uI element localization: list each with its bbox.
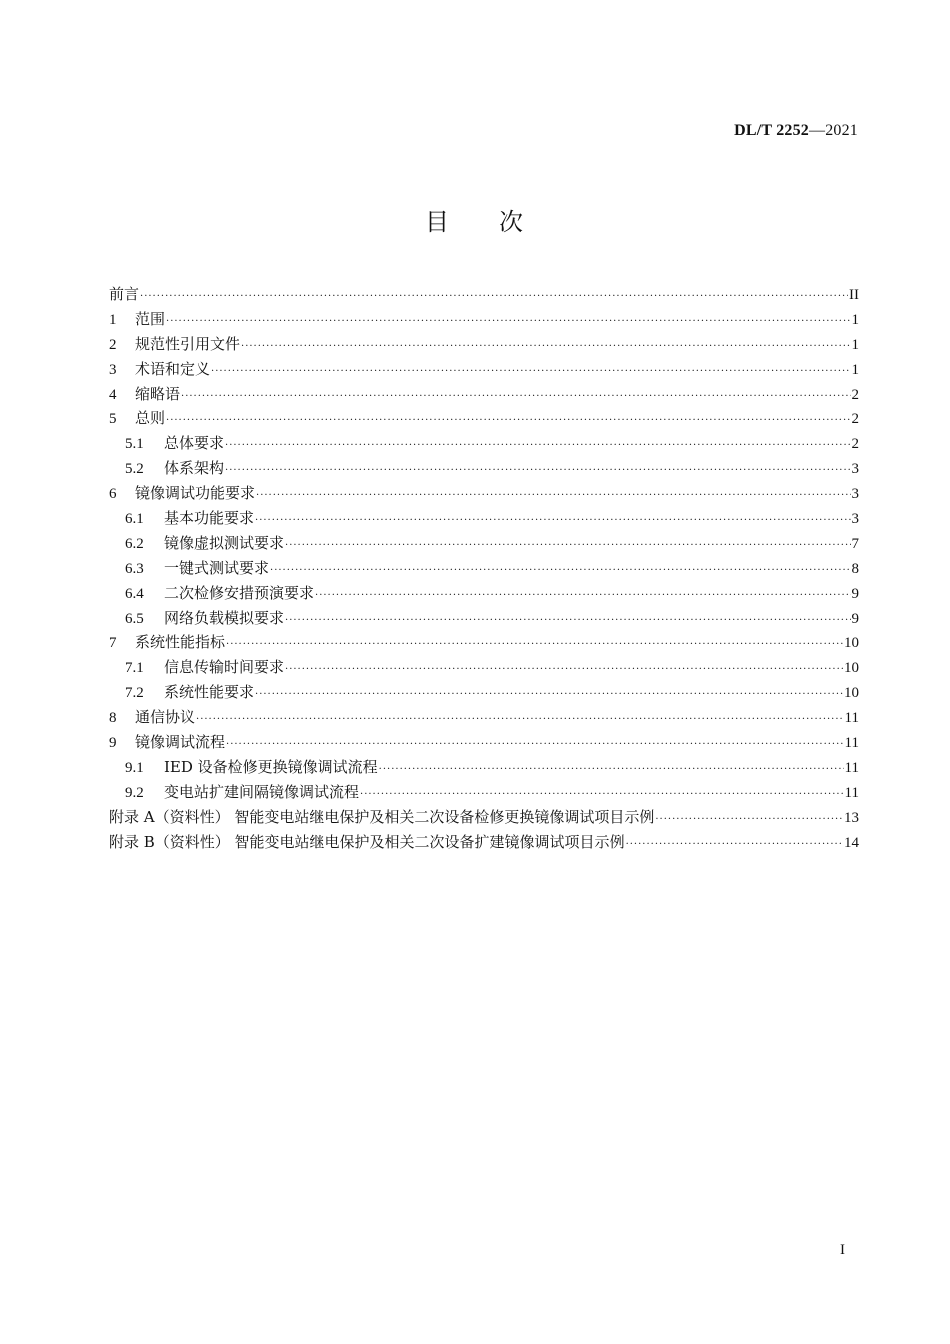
toc-entry-title: 系统性能要求 <box>164 683 255 702</box>
toc-entry-number: 9.1 <box>125 759 144 776</box>
toc-entry[interactable] <box>109 482 859 507</box>
toc-entry-number: 6.1 <box>125 511 144 528</box>
page-title-left: 目 <box>425 208 451 236</box>
toc-leader-dots <box>241 341 850 352</box>
toc-entry-page: 2 <box>851 411 859 428</box>
toc-entry-number: 6.2 <box>125 535 144 552</box>
toc-entry-page: 9 <box>851 610 859 627</box>
toc-leader-dots <box>196 714 844 725</box>
toc-entry-number: 2 <box>109 336 117 353</box>
toc-entry-title: 前言 <box>109 285 140 303</box>
toc-entry-number: 7.1 <box>125 660 144 677</box>
toc-entry-page: 1 <box>851 361 859 378</box>
toc-entry-page: 1 <box>851 311 859 328</box>
toc-entry-number: 6.3 <box>125 560 144 577</box>
toc-entry[interactable] <box>109 731 859 756</box>
toc-subentry[interactable] <box>109 457 859 482</box>
standard-year: —2021 <box>809 122 858 139</box>
toc-leader-dots <box>655 814 843 825</box>
toc-entry-page: 9 <box>851 585 859 602</box>
standard-number: DL/T 2252 <box>734 122 809 139</box>
page-number: I <box>840 1242 845 1258</box>
toc-leader-dots <box>270 565 850 576</box>
toc-subentry[interactable] <box>109 532 859 557</box>
toc-entry[interactable] <box>109 631 859 656</box>
toc-leader-dots <box>166 415 850 426</box>
toc-entry[interactable] <box>109 358 859 383</box>
toc-entry-page: 2 <box>851 436 859 453</box>
toc-subentry[interactable] <box>109 432 859 457</box>
toc-entry-number: 5 <box>109 411 117 428</box>
toc-entry-title: 缩略语 <box>135 384 181 403</box>
toc-leader-dots <box>225 465 850 476</box>
toc-entry-title: 镜像调试流程 <box>135 733 226 752</box>
toc-subentry[interactable] <box>109 582 859 607</box>
page-title <box>0 202 950 237</box>
toc-entry-page: 8 <box>851 560 859 577</box>
toc-subentry[interactable] <box>109 607 859 632</box>
toc-entry-page: 3 <box>851 511 859 528</box>
toc-entry-page: 14 <box>844 834 859 851</box>
toc-subentry[interactable] <box>109 681 859 706</box>
toc-entry-page: II <box>849 287 859 303</box>
toc-entry-title: 规范性引用文件 <box>135 334 241 353</box>
toc-entry-title: 总体要求 <box>164 434 225 453</box>
toc-entry-page: 3 <box>851 486 859 503</box>
toc-entry-number: 6 <box>109 486 117 503</box>
toc-appendix-entry[interactable] <box>109 806 859 831</box>
toc-leader-dots <box>226 639 843 650</box>
toc-entry-page: 13 <box>844 809 859 826</box>
toc-entry-number: 9 <box>109 735 117 752</box>
toc-entry-title: 总则 <box>135 409 166 428</box>
toc-entry-title: 变电站扩建间隔镜像调试流程 <box>164 782 360 801</box>
toc-entry-title: 镜像虚拟测试要求 <box>164 533 285 552</box>
toc-entry-number: 5.1 <box>125 436 144 453</box>
toc-leader-dots <box>211 366 850 377</box>
toc-entry-page: 11 <box>844 710 859 727</box>
toc-leader-dots <box>181 391 850 402</box>
page-title-right: 次 <box>499 208 525 236</box>
toc-leader-dots <box>166 316 850 327</box>
toc-entry-page: 10 <box>844 685 859 702</box>
toc-entry-title: 术语和定义 <box>135 359 211 378</box>
toc-leader-dots <box>626 839 843 850</box>
toc-entry-page: 2 <box>851 386 859 403</box>
toc-entry-number: 1 <box>109 311 117 328</box>
toc-entry-number: 4 <box>109 386 117 403</box>
toc-entry-number: 8 <box>109 710 117 727</box>
table-of-contents <box>109 283 859 855</box>
toc-entry-page: 3 <box>851 461 859 478</box>
toc-entry-title: 二次检修安措预演要求 <box>164 583 315 602</box>
toc-entry-title: 信息传输时间要求 <box>164 658 285 677</box>
standard-code <box>734 122 858 140</box>
toc-entry-title: 体系架构 <box>164 459 225 478</box>
toc-entry-title: 基本功能要求 <box>164 509 255 528</box>
toc-entry-title: 通信协议 <box>135 708 196 727</box>
toc-entry-title: 系统性能指标 <box>135 633 226 652</box>
toc-entry-number: 5.2 <box>125 461 144 478</box>
toc-entry-title: 镜像调试功能要求 <box>135 484 256 503</box>
toc-entry-number: 6.4 <box>125 585 144 602</box>
toc-leader-dots <box>285 615 850 626</box>
toc-leader-dots <box>255 515 850 526</box>
toc-appendix-entry[interactable] <box>109 831 859 856</box>
toc-entry-title: 附录 B（资料性） 智能变电站继电保护及相关二次设备扩建镜像调试项目示例 <box>109 832 625 851</box>
toc-entry[interactable] <box>109 383 859 408</box>
toc-leader-dots <box>226 739 844 750</box>
toc-entry-number: 7.2 <box>125 685 144 702</box>
toc-entry[interactable] <box>109 407 859 432</box>
toc-entry-title: 附录 A（资料性） 智能变电站继电保护及相关二次设备检修更换镜像调试项目示例 <box>109 807 655 826</box>
toc-entry-number: 3 <box>109 361 117 378</box>
toc-entry-number: 9.2 <box>125 784 144 801</box>
toc-leader-dots <box>255 689 843 700</box>
toc-entry-page: 10 <box>844 635 859 652</box>
toc-entry-page: 1 <box>851 336 859 353</box>
toc-entry[interactable] <box>109 308 859 333</box>
toc-subentry[interactable] <box>109 756 859 781</box>
toc-leader-dots <box>256 490 850 501</box>
toc-leader-dots <box>315 590 850 601</box>
toc-entry-page: 11 <box>844 735 859 752</box>
toc-entry-page: 11 <box>844 784 859 801</box>
toc-subentry[interactable] <box>109 507 859 532</box>
toc-leader-dots <box>285 664 843 675</box>
toc-leader-dots <box>360 789 844 800</box>
toc-leader-dots <box>285 540 850 551</box>
toc-entry-number: 7 <box>109 635 117 652</box>
toc-subentry[interactable] <box>109 557 859 582</box>
toc-entry[interactable] <box>109 283 859 308</box>
toc-entry-page: 11 <box>844 759 859 776</box>
toc-leader-dots <box>379 764 844 775</box>
toc-entry-page: 7 <box>851 535 859 552</box>
toc-subentry[interactable] <box>109 781 859 806</box>
toc-entry[interactable] <box>109 706 859 731</box>
toc-entry[interactable] <box>109 333 859 358</box>
toc-entry-page: 10 <box>844 660 859 677</box>
toc-leader-dots <box>140 291 848 302</box>
toc-leader-dots <box>225 440 850 451</box>
toc-entry-title: 一键式测试要求 <box>164 558 270 577</box>
toc-entry-number: 6.5 <box>125 610 144 627</box>
toc-subentry[interactable] <box>109 656 859 681</box>
toc-entry-title: IED 设备检修更换镜像调试流程 <box>164 757 378 776</box>
toc-entry-title: 网络负载模拟要求 <box>164 608 285 627</box>
toc-entry-title: 范围 <box>135 309 166 328</box>
